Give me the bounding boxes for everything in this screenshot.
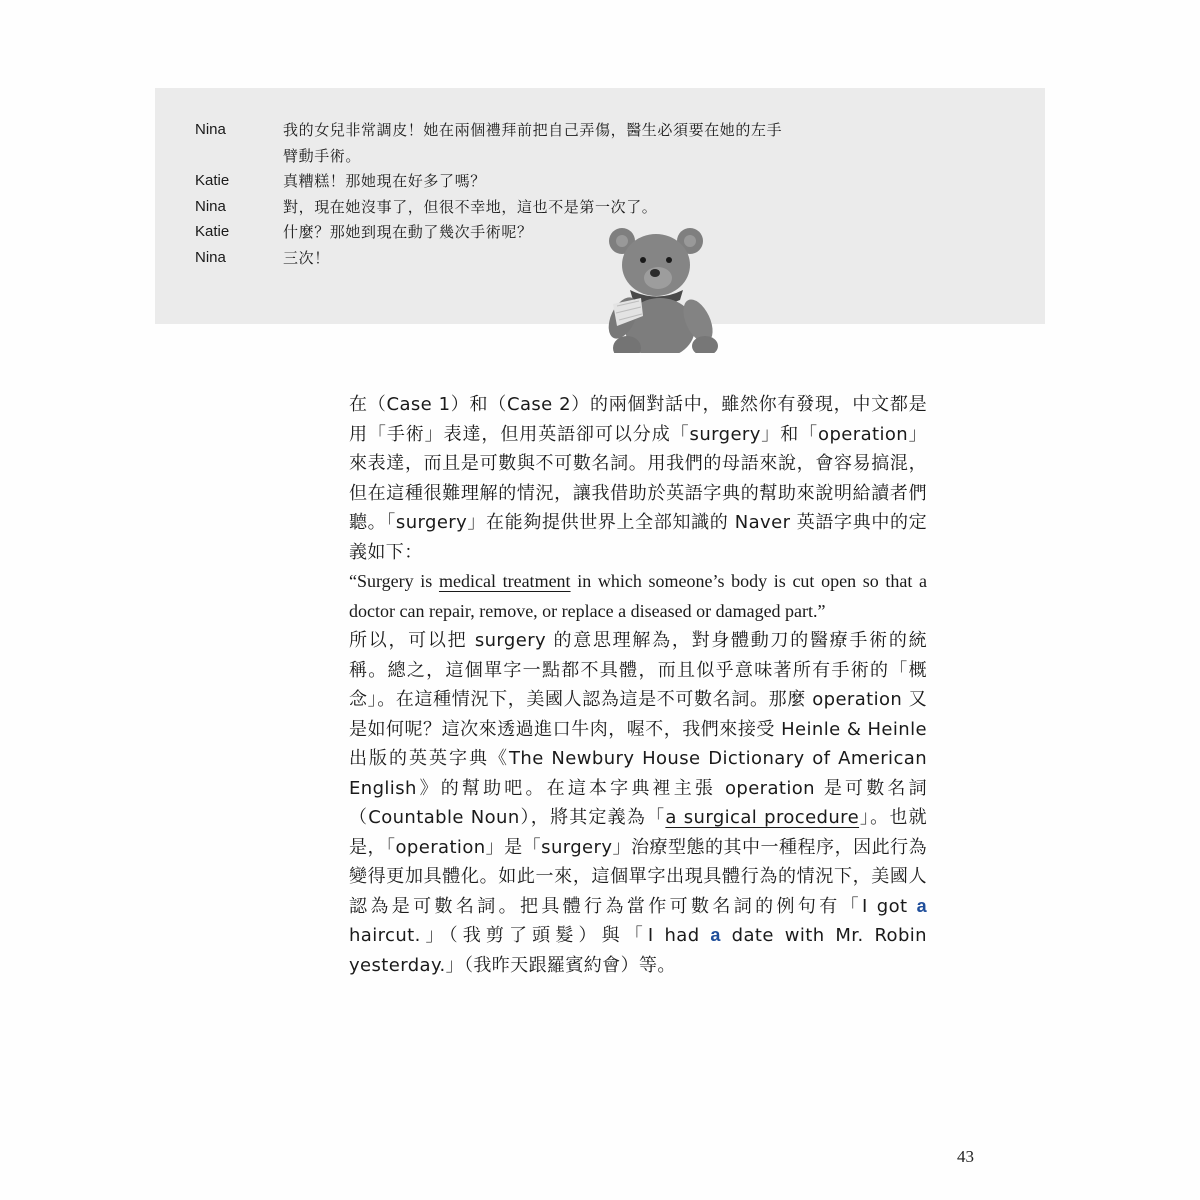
quote-text: in which someone’s body is cut open so that a doctor can repair, remove, or replace a diseased or damaged part.” bbox=[349, 571, 928, 621]
explanation-text: date with Mr. Robin yesterday.」（我昨天跟羅賓約會）等。 bbox=[349, 925, 927, 976]
quote-text: “Surgery is bbox=[349, 571, 439, 591]
speech-text: 對，現在她沒事了，但很不幸地，這也不是第一次了。 bbox=[283, 198, 658, 216]
definition-underlined-term: a surgical procedure bbox=[665, 807, 860, 828]
quote-underlined-term: medical treatment bbox=[438, 571, 571, 591]
speech-text: 我的女兒非常調皮！她在兩個禮拜前把自己弄傷，醫生必須要在她的左手臂動手術。 bbox=[283, 121, 783, 165]
explanation-text: 」。也就是，「operation」是「surgery」治療型態的其中一種程序，因此行為變得更加具體化。如此一來，這個單字出現具體行為的情況下，美國人認為是可數名詞。把具體行為當作可數名詞的例句有「I got bbox=[349, 807, 928, 917]
speech-text: 什麼？那她到現在動了幾次手術呢？ bbox=[283, 223, 533, 241]
paragraph-intro: 在（Case 1）和（Case 2）的兩個對話中，雖然你有發現，中文都是用「手術」表達，但用英語卻可以分成「surgery」和「operation」來表達，而且是可數與不可數名詞。用我們的母語來說，會容易搞混，但在這種很難理解的情況，讓我借助於英語字典的幫助來說明給讀者們聽。「surgery」在能夠提供世界上全部知識的 Naver 英語字典中的定義如下： bbox=[349, 394, 927, 563]
speaker-name: Katie bbox=[195, 223, 230, 240]
article-highlight: a bbox=[710, 925, 721, 945]
speaker-name: Nina bbox=[195, 198, 226, 215]
teddy-bear-illustration bbox=[595, 138, 745, 353]
paragraph-quote bbox=[349, 567, 927, 626]
speaker-name: Katie bbox=[195, 172, 230, 189]
speaker-name: Nina bbox=[195, 121, 226, 138]
speech-text: 真糟糕！那她現在好多了嗎？ bbox=[283, 172, 486, 190]
speaker-name: Nina bbox=[195, 249, 226, 266]
speech-text: 三次！ bbox=[283, 249, 330, 267]
explanation-text: haircut.」（我剪了頭髮）與「I had bbox=[349, 925, 711, 946]
paragraph-explanation bbox=[349, 626, 927, 980]
page-number: 43 bbox=[957, 1147, 974, 1166]
body-text bbox=[349, 390, 927, 980]
explanation-text: 所以，可以把 surgery 的意思理解為，對身體動刀的醫療手術的統稱。總之，這個單字一點都不具體，而且似乎意味著所有手術的「概念」。在這種情況下，美國人認為這是不可數名詞。那麼 operation 又是如何呢？這次來透過進口牛肉，喔不，我們來接受 Heinle & Heinle 出版的英英字典《The Newbury House Dictionary of American English》的幫助吧。在這本字典裡主張 operation 是可數名詞（Countable Noun），將其定義為「 bbox=[349, 630, 927, 828]
article-highlight: a bbox=[916, 895, 927, 916]
